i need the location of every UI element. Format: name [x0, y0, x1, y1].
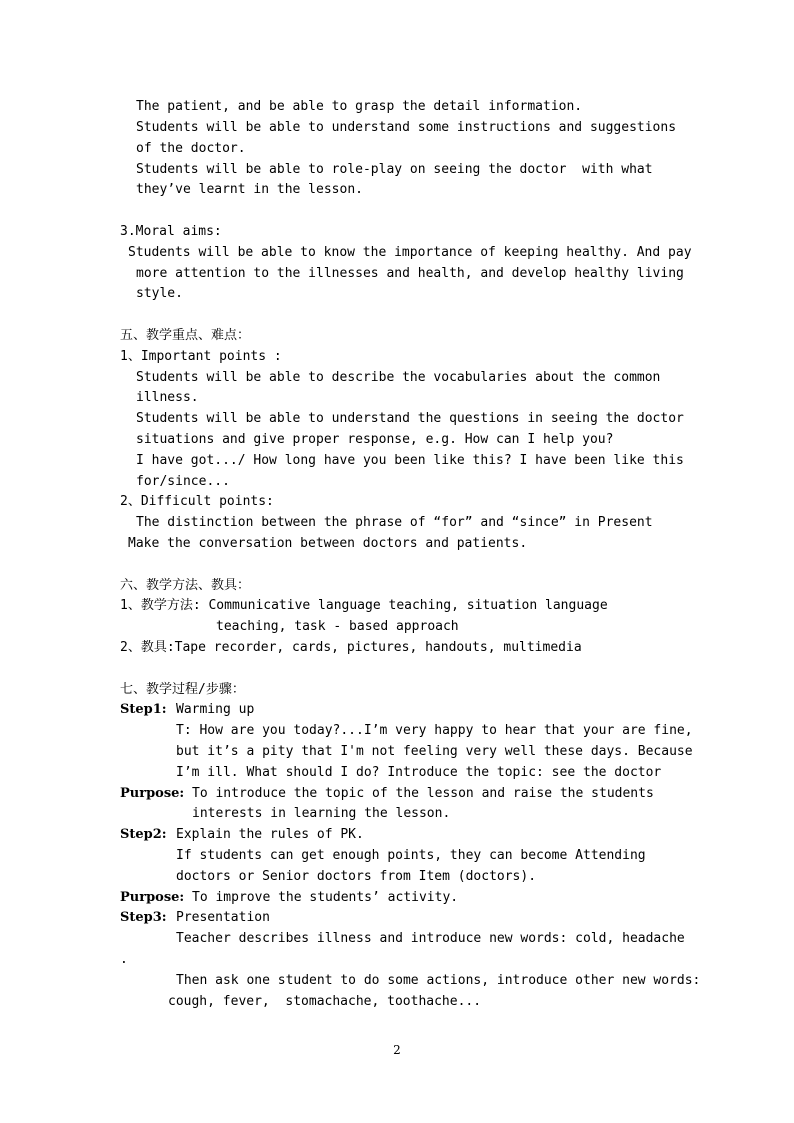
- text-line: situations and give proper response, e.g. How can I help you?: [136, 432, 614, 447]
- text-line: 2、教具:Tape recorder, cards, pictures, handouts, multimedia: [120, 640, 582, 655]
- section-heading: 七、教学过程/步骤：: [120, 682, 245, 697]
- text-line: Students will be able to know the importance of keeping healthy. And pay: [128, 245, 692, 260]
- text-line: Students will be able to understand the questions in seeing the doctor: [136, 411, 684, 426]
- text-line: of the doctor.: [136, 141, 246, 156]
- text-line: teaching, task - based approach: [216, 619, 459, 634]
- text-line: I’m ill. What should I do? Introduce the topic: see the doctor: [176, 765, 662, 780]
- text-line: Students will be able to understand some instructions and suggestions: [136, 120, 677, 135]
- purpose-label: Purpose:: [120, 786, 185, 801]
- subheading: 1、Important points :: [120, 349, 282, 364]
- text-line: interests in learning the lesson.: [192, 806, 451, 821]
- text-line: more attention to the illnesses and health, and develop healthy living: [136, 266, 684, 281]
- text-line: Make the conversation between doctors and patients.: [128, 536, 528, 551]
- text-line: The distinction between the phrase of “for” and “since” in Present: [136, 515, 653, 530]
- step-label: Step2:: [120, 827, 167, 842]
- text-line: but it’s a pity that I'm not feeling very well these days. Because: [176, 744, 693, 759]
- text-line: .: [120, 952, 128, 967]
- section-heading: 五、教学重点、难点：: [120, 328, 251, 343]
- text-line: Then ask one student to do some actions, introduce other new words:: [176, 973, 701, 988]
- text-line: If students can get enough points, they can become Attending: [176, 848, 646, 863]
- text-line: Warming up: [176, 702, 255, 717]
- text-line: Teacher describes illness and introduce new words: cold, headache: [176, 931, 685, 946]
- text-line: Presentation: [176, 910, 270, 925]
- text-line: doctors or Senior doctors from Item (doctors).: [176, 869, 537, 884]
- text-line: I have got.../ How long have you been like this? I have been like this: [136, 453, 684, 468]
- text-line: To introduce the topic of the lesson and raise the students: [192, 786, 654, 801]
- subheading: 2、Difficult points:: [120, 494, 274, 509]
- section-heading: 3.Moral aims:: [120, 224, 222, 239]
- text-line: Explain the rules of PK.: [176, 827, 364, 842]
- section-heading: 六、教学方法、教具：: [120, 578, 251, 593]
- text-line: style.: [136, 286, 183, 301]
- purpose-label: Purpose:: [120, 890, 185, 905]
- text-line: The patient, and be able to grasp the detail information.: [136, 99, 583, 114]
- text-line: Students will be able to role-play on seeing the doctor with what: [136, 162, 653, 177]
- text-line: for/since...: [136, 474, 230, 489]
- page-number: 2: [393, 1043, 401, 1057]
- text-line: illness.: [136, 390, 199, 405]
- text-line: Students will be able to describe the vocabularies about the common: [136, 370, 661, 385]
- text-line: 1、教学方法: Communicative language teaching, situation language: [120, 598, 608, 613]
- text-line: T: How are you today?...I’m very happy to hear that your are fine,: [176, 723, 693, 738]
- text-line: cough, fever, stomachache, toothache...: [168, 994, 482, 1009]
- step-label: Step1:: [120, 702, 167, 717]
- text-line: To improve the students’ activity.: [192, 890, 459, 905]
- text-line: they’ve learnt in the lesson.: [136, 182, 363, 197]
- step-label: Step3:: [120, 910, 167, 925]
